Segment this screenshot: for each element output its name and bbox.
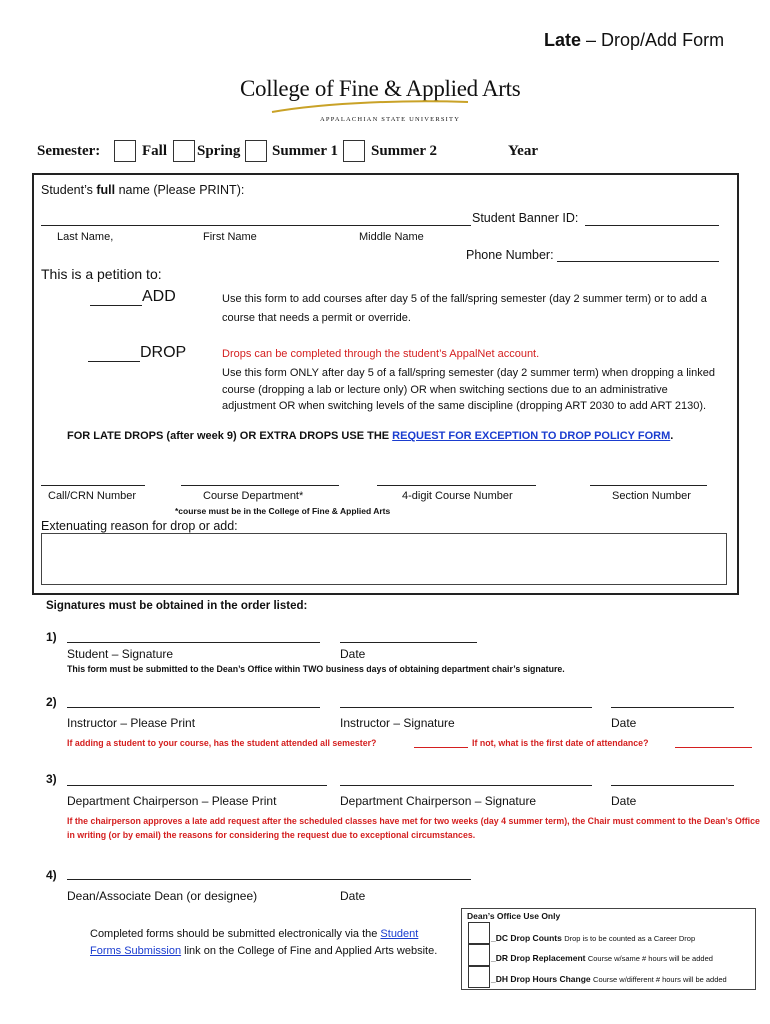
dept-note: *course must be in the College of Fine & Applied Arts xyxy=(175,506,391,516)
banner-id-label: Student Banner ID: xyxy=(472,211,579,225)
exception-form-link[interactable]: REQUEST FOR EXCEPTION TO DROP POLICY FORM xyxy=(392,430,671,442)
sig2-question-2: If not, what is the first date of attendance? xyxy=(472,738,649,748)
sig1-date-line[interactable] xyxy=(340,642,477,643)
form-title xyxy=(544,30,724,51)
course-number-line[interactable] xyxy=(377,485,536,486)
dept-label: Course Department* xyxy=(203,490,304,502)
checkbox-drop-replacement[interactable] xyxy=(468,944,490,966)
submission-instructions: Completed forms should be submitted electronically via the Student Forms Submission link on the College of Fine and Applied Arts website. xyxy=(90,928,438,957)
sig1-date-label: Date xyxy=(340,647,366,661)
phone-label: Phone Number: xyxy=(466,248,554,262)
drop-blank[interactable] xyxy=(88,361,140,362)
checkbox-summer-1[interactable] xyxy=(245,140,267,162)
sig2-date-label: Date xyxy=(611,716,637,730)
sig1-student-label: Student – Signature xyxy=(67,647,174,661)
logo-swoosh-icon xyxy=(270,100,470,114)
checkbox-spring[interactable] xyxy=(173,140,195,162)
last-name-label: Last Name, xyxy=(57,231,114,243)
year-label: Year xyxy=(508,143,538,159)
crn-line[interactable] xyxy=(41,485,145,486)
sig2-signature-label: Instructor – Signature xyxy=(340,716,455,730)
option-summer-1: Summer 1 xyxy=(272,143,338,159)
semester-label: Semester: xyxy=(37,143,101,159)
sig2-attended-line[interactable] xyxy=(414,747,468,748)
sig3-date-label: Date xyxy=(611,794,637,808)
petition-label: This is a petition to: xyxy=(41,266,162,282)
first-name-label: First Name xyxy=(203,231,257,243)
late-drop-notice: FOR LATE DROPS (after week 9) OR EXTRA DROPS USE THE REQUEST FOR EXCEPTION TO DROP POLICY FORM. xyxy=(67,430,674,442)
option-fall: Fall xyxy=(142,143,167,159)
sig2-print-line[interactable] xyxy=(67,707,320,708)
option-summer-2: Summer 2 xyxy=(371,143,437,159)
sig2-date-line[interactable] xyxy=(611,707,734,708)
office-item-dr: _DR Drop Replacement Course w/same # hours will be added xyxy=(491,953,713,963)
sig4-line[interactable] xyxy=(67,879,471,880)
drop-label: DROP xyxy=(140,344,187,361)
drop-description: Use this form ONLY after day 5 of a fall/spring semester (day 2 summer term) when dropping a linked course (dropping a lab or lecture only) OR when switching sections due to an administrative adjustment OR when switching levels of the same discipline (dropping ART 2030 to add ART 2130). xyxy=(222,367,715,412)
student-name-label: Student’s full name (Please PRINT): xyxy=(41,183,245,197)
office-item-dh: _DH Drop Hours Change Course w/different # hours will be added xyxy=(491,974,727,984)
drop-note: Drops can be completed through the student’s AppalNet account. xyxy=(222,348,540,360)
checkbox-drop-hours-change[interactable] xyxy=(468,966,490,988)
signatures-heading: Signatures must be obtained in the order listed: xyxy=(46,600,308,612)
dept-line[interactable] xyxy=(181,485,339,486)
sig4-number: 4) xyxy=(46,868,57,882)
middle-name-label: Middle Name xyxy=(359,231,424,243)
sig3-signature-line[interactable] xyxy=(340,785,592,786)
sig2-print-label: Instructor – Please Print xyxy=(67,716,196,730)
title-late: Late xyxy=(544,30,582,50)
banner-id-line[interactable] xyxy=(585,225,719,226)
sig2-question-1: If adding a student to your course, has the student attended all semester? xyxy=(67,738,377,748)
section-label: Section Number xyxy=(612,490,691,502)
crn-label: Call/CRN Number xyxy=(48,490,137,502)
sig3-number: 3) xyxy=(46,772,57,786)
sig4-date-label: Date xyxy=(340,889,366,903)
sig3-signature-label: Department Chairperson – Signature xyxy=(340,794,537,808)
office-item-dc: _DC Drop Counts Drop is to be counted as a Career Drop xyxy=(491,933,696,943)
logo-university: APPALACHIAN STATE UNIVERSITY xyxy=(320,116,461,123)
student-forms-submission-link[interactable]: Student Forms Submission xyxy=(90,928,419,957)
student-name-line[interactable] xyxy=(41,225,471,226)
sig3-date-line[interactable] xyxy=(611,785,734,786)
checkbox-fall[interactable] xyxy=(114,140,136,162)
course-number-label: 4-digit Course Number xyxy=(402,490,513,502)
option-spring: Spring xyxy=(197,143,241,159)
college-logo xyxy=(240,76,540,128)
sig2-number: 2) xyxy=(46,695,57,709)
sig2-first-date-line[interactable] xyxy=(675,747,752,748)
add-blank[interactable] xyxy=(90,305,142,306)
sig3-note: If the chairperson approves a late add request after the scheduled classes have met for two weeks (day 4 summer term), the Chair must comment to the Dean’s Office in writing (or by email) the reasons for considering the request due to exceptional circumstances. xyxy=(67,816,760,840)
add-label: ADD xyxy=(142,288,176,305)
sig3-print-label: Department Chairperson – Please Print xyxy=(67,794,277,808)
phone-line[interactable] xyxy=(557,261,719,262)
checkbox-drop-counts[interactable] xyxy=(468,922,490,944)
checkbox-summer-2[interactable] xyxy=(343,140,365,162)
section-line[interactable] xyxy=(590,485,707,486)
sig4-dean-label: Dean/Associate Dean (or designee) xyxy=(67,889,258,903)
sig1-number: 1) xyxy=(46,630,57,644)
reason-label: Extenuating reason for drop or add: xyxy=(41,519,238,533)
title-rest: – Drop/Add Form xyxy=(581,30,725,50)
sig1-note: This form must be submitted to the Dean’s Office within TWO business days of obtaining department chair’s signature. xyxy=(67,664,565,674)
sig2-signature-line[interactable] xyxy=(340,707,592,708)
sig3-print-line[interactable] xyxy=(67,785,327,786)
logo-college-name: College of Fine & Applied Arts xyxy=(240,76,521,101)
reason-textbox[interactable] xyxy=(41,533,727,585)
sig1-student-line[interactable] xyxy=(67,642,320,643)
deans-office-title: Dean’s Office Use Only xyxy=(467,911,561,921)
add-description: Use this form to add courses after day 5 of the fall/spring semester (day 2 summer term) or to add a course that needs a permit or override. xyxy=(222,293,707,324)
